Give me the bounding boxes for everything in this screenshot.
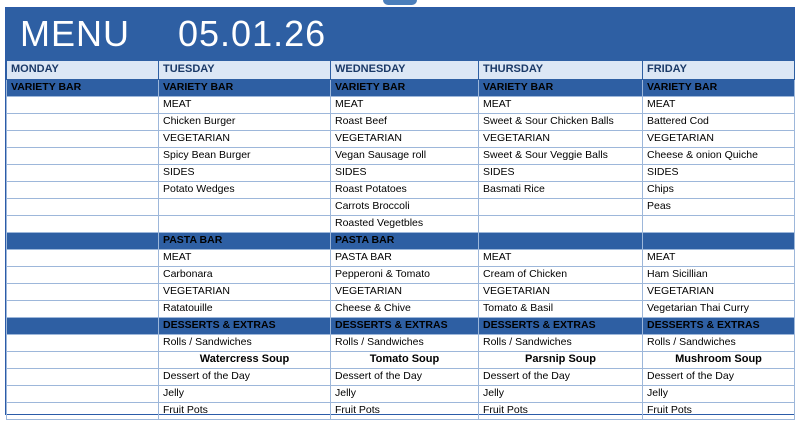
pasta-meat-dish-row	[7, 267, 795, 284]
dessert-wednesday: Dessert of the Day	[331, 369, 479, 386]
variety-bar-monday: VARIETY BAR	[7, 80, 159, 97]
veg-dish-friday: Cheese & onion Quiche	[643, 148, 795, 165]
pasta-veg-label-monday	[7, 284, 159, 301]
dessert-friday: Dessert of the Day	[643, 369, 795, 386]
desserts-band-friday: DESSERTS & EXTRAS	[643, 318, 795, 335]
menu-banner	[6, 8, 794, 60]
fruit-wednesday: Fruit Pots	[331, 403, 479, 420]
meat-label-tuesday: MEAT	[159, 97, 331, 114]
meat-label-wednesday: MEAT	[331, 97, 479, 114]
pasta-veg-dish-row	[7, 301, 795, 318]
day-header-wednesday: WEDNESDAY	[331, 61, 479, 80]
pasta-meat-dish-tuesday: Carbonara	[159, 267, 331, 284]
side-2-monday	[7, 199, 159, 216]
fruit-row	[7, 403, 795, 420]
dessert-monday	[7, 369, 159, 386]
side-2-tuesday	[159, 199, 331, 216]
meat-dish-row	[7, 114, 795, 131]
soup-wednesday: Tomato Soup	[331, 352, 479, 369]
pasta-meat-dish-friday: Ham Sicillian	[643, 267, 795, 284]
pasta-meat-label-row	[7, 250, 795, 267]
soup-monday	[7, 352, 159, 369]
veg-label-friday: VEGETARIAN	[643, 131, 795, 148]
veg-dish-thursday: Sweet & Sour Veggie Balls	[479, 148, 643, 165]
menu-table	[6, 60, 795, 420]
day-header-monday: MONDAY	[7, 61, 159, 80]
side-1-monday	[7, 182, 159, 199]
pasta-bar-tuesday: PASTA BAR	[159, 233, 331, 250]
desserts-band-thursday: DESSERTS & EXTRAS	[479, 318, 643, 335]
pasta-meat-label-friday: MEAT	[643, 250, 795, 267]
rolls-thursday: Rolls / Sandwiches	[479, 335, 643, 352]
variety-bar-row	[7, 80, 795, 97]
pasta-bar-row	[7, 233, 795, 250]
pasta-meat-label-wednesday: PASTA BAR	[331, 250, 479, 267]
rolls-wednesday: Rolls / Sandwiches	[331, 335, 479, 352]
side-3-wednesday: Roasted Vegetbles	[331, 216, 479, 233]
rolls-row	[7, 335, 795, 352]
desserts-band-monday	[7, 318, 159, 335]
pasta-meat-dish-thursday: Cream of Chicken	[479, 267, 643, 284]
pasta-veg-dish-wednesday: Cheese & Chive	[331, 301, 479, 318]
pasta-veg-label-tuesday: VEGETARIAN	[159, 284, 331, 301]
variety-bar-thursday: VARIETY BAR	[479, 80, 643, 97]
jelly-thursday: Jelly	[479, 386, 643, 403]
jelly-monday	[7, 386, 159, 403]
pasta-meat-dish-monday	[7, 267, 159, 284]
pasta-bar-thursday	[479, 233, 643, 250]
menu-sheet	[5, 7, 795, 415]
meat-dish-thursday: Sweet & Sour Chicken Balls	[479, 114, 643, 131]
side-2-thursday	[479, 199, 643, 216]
pasta-veg-dish-thursday: Tomato & Basil	[479, 301, 643, 318]
veg-dish-tuesday: Spicy Bean Burger	[159, 148, 331, 165]
pasta-veg-label-friday: VEGETARIAN	[643, 284, 795, 301]
sides-label-wednesday: SIDES	[331, 165, 479, 182]
meat-label-row	[7, 97, 795, 114]
day-header-thursday: THURSDAY	[479, 61, 643, 80]
sides-label-row	[7, 165, 795, 182]
pasta-veg-dish-monday	[7, 301, 159, 318]
rolls-monday	[7, 335, 159, 352]
pasta-veg-label-thursday: VEGETARIAN	[479, 284, 643, 301]
soup-thursday: Parsnip Soup	[479, 352, 643, 369]
side-3-friday	[643, 216, 795, 233]
side-1-wednesday: Roast Potatoes	[331, 182, 479, 199]
side-1-tuesday: Potato Wedges	[159, 182, 331, 199]
veg-dish-row	[7, 148, 795, 165]
meat-dish-monday	[7, 114, 159, 131]
dessert-row	[7, 369, 795, 386]
veg-dish-wednesday: Vegan Sausage roll	[331, 148, 479, 165]
pasta-bar-friday	[643, 233, 795, 250]
jelly-tuesday: Jelly	[159, 386, 331, 403]
fruit-monday	[7, 403, 159, 420]
pasta-bar-wednesday: PASTA BAR	[331, 233, 479, 250]
side-1-friday: Chips	[643, 182, 795, 199]
dessert-tuesday: Dessert of the Day	[159, 369, 331, 386]
meat-dish-friday: Battered Cod	[643, 114, 795, 131]
pasta-meat-label-tuesday: MEAT	[159, 250, 331, 267]
dessert-thursday: Dessert of the Day	[479, 369, 643, 386]
sides-label-monday	[7, 165, 159, 182]
side-3-tuesday	[159, 216, 331, 233]
side-1-thursday: Basmati Rice	[479, 182, 643, 199]
veg-label-thursday: VEGETARIAN	[479, 131, 643, 148]
soup-tuesday: Watercress Soup	[159, 352, 331, 369]
fruit-friday: Fruit Pots	[643, 403, 795, 420]
menu-title: MENU	[20, 13, 130, 54]
meat-label-thursday: MEAT	[479, 97, 643, 114]
variety-bar-friday: VARIETY BAR	[643, 80, 795, 97]
veg-label-tuesday: VEGETARIAN	[159, 131, 331, 148]
side-3-row	[7, 216, 795, 233]
rolls-tuesday: Rolls / Sandwiches	[159, 335, 331, 352]
pasta-veg-dish-friday: Vegetarian Thai Curry	[643, 301, 795, 318]
veg-label-row	[7, 131, 795, 148]
side-3-monday	[7, 216, 159, 233]
day-header-row	[7, 61, 795, 80]
veg-label-wednesday: VEGETARIAN	[331, 131, 479, 148]
sides-label-thursday: SIDES	[479, 165, 643, 182]
sides-label-tuesday: SIDES	[159, 165, 331, 182]
side-1-row	[7, 182, 795, 199]
meat-dish-tuesday: Chicken Burger	[159, 114, 331, 131]
jelly-wednesday: Jelly	[331, 386, 479, 403]
variety-bar-wednesday: VARIETY BAR	[331, 80, 479, 97]
meat-label-monday	[7, 97, 159, 114]
rolls-friday: Rolls / Sandwiches	[643, 335, 795, 352]
window-top-nub	[383, 0, 417, 5]
desserts-band-wednesday: DESSERTS & EXTRAS	[331, 318, 479, 335]
pasta-bar-monday	[7, 233, 159, 250]
pasta-veg-label-row	[7, 284, 795, 301]
side-3-thursday	[479, 216, 643, 233]
meat-label-friday: MEAT	[643, 97, 795, 114]
fruit-thursday: Fruit Pots	[479, 403, 643, 420]
desserts-band-row	[7, 318, 795, 335]
pasta-veg-label-wednesday: VEGETARIAN	[331, 284, 479, 301]
jelly-friday: Jelly	[643, 386, 795, 403]
menu-date: 05.01.26	[178, 13, 327, 54]
desserts-band-tuesday: DESSERTS & EXTRAS	[159, 318, 331, 335]
fruit-tuesday: Fruit Pots	[159, 403, 331, 420]
side-2-friday: Peas	[643, 199, 795, 216]
soup-friday: Mushroom Soup	[643, 352, 795, 369]
pasta-meat-dish-wednesday: Pepperoni & Tomato	[331, 267, 479, 284]
meat-dish-wednesday: Roast Beef	[331, 114, 479, 131]
day-header-tuesday: TUESDAY	[159, 61, 331, 80]
pasta-meat-label-thursday: MEAT	[479, 250, 643, 267]
pasta-meat-label-monday	[7, 250, 159, 267]
soup-row	[7, 352, 795, 369]
jelly-row	[7, 386, 795, 403]
side-2-wednesday: Carrots Broccoli	[331, 199, 479, 216]
side-2-row	[7, 199, 795, 216]
veg-label-monday	[7, 131, 159, 148]
day-header-friday: FRIDAY	[643, 61, 795, 80]
sides-label-friday: SIDES	[643, 165, 795, 182]
veg-dish-monday	[7, 148, 159, 165]
variety-bar-tuesday: VARIETY BAR	[159, 80, 331, 97]
pasta-veg-dish-tuesday: Ratatouille	[159, 301, 331, 318]
